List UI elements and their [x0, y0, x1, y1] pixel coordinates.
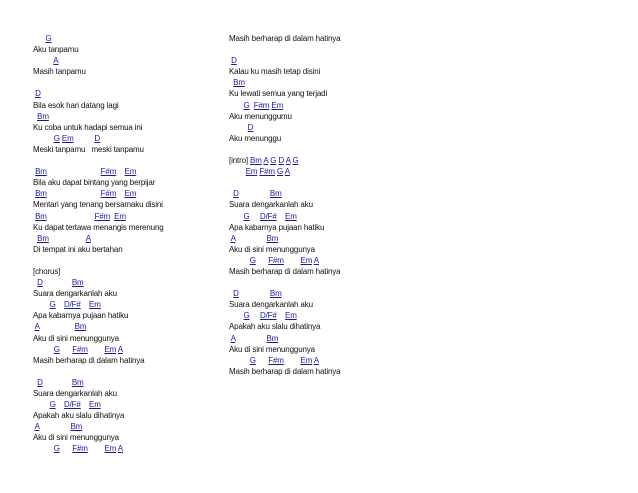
chord-link[interactable]: Em [245, 167, 258, 177]
chord-link[interactable]: G [49, 300, 56, 310]
lyric-line: Masih berharap di dalam hatinya [33, 355, 145, 365]
lyric-line: Aku di sini menunggunya [229, 244, 315, 254]
chord-link[interactable]: Bm [35, 167, 47, 177]
section-label: [intro] [229, 156, 251, 166]
chord-link[interactable]: A [230, 233, 236, 243]
section-chords-line [229, 155, 429, 166]
blank-line [33, 155, 223, 166]
chord-line [33, 111, 223, 122]
chord-link[interactable]: D/F# [63, 400, 81, 410]
chord-link[interactable]: F#m [72, 444, 88, 454]
chord-line [229, 355, 429, 366]
chord-link[interactable]: D/F# [259, 311, 277, 321]
chord-link[interactable]: Bm [70, 422, 83, 432]
chord-link[interactable]: G [243, 100, 250, 110]
lyric-line: Suara dengarkanlah aku [33, 289, 117, 299]
lyric-line: Ku lewati semua yang terjadi [229, 89, 328, 99]
lyric-line: [chorus] [33, 266, 61, 276]
blank-line [229, 144, 429, 155]
chord-link[interactable]: A [53, 56, 59, 66]
chord-link[interactable]: Em [271, 100, 284, 110]
chord-link[interactable]: A [117, 344, 123, 354]
chord-link[interactable]: G [277, 167, 284, 177]
lyric-line: Aku di sini menunggunya [33, 433, 119, 443]
chord-line [33, 277, 223, 288]
chord-link[interactable]: Em [61, 133, 74, 143]
chord-line [229, 255, 429, 266]
blank-line [229, 277, 429, 288]
blank-line [33, 77, 223, 88]
blank-line [33, 255, 223, 266]
lyric-line: Aku menunggu [229, 133, 282, 143]
chord-line [229, 55, 429, 66]
chord-line [33, 33, 223, 44]
chord-link[interactable]: Em [104, 444, 117, 454]
chord-link[interactable]: G [243, 211, 250, 221]
lyric-line: Mentari yang tenang bersamaku disini [33, 200, 163, 210]
chord-link[interactable]: Em [285, 311, 297, 321]
chord-link[interactable]: Bm [71, 278, 84, 288]
chord-link[interactable]: Em [124, 189, 137, 199]
chord-line [229, 122, 429, 133]
chord-link[interactable]: Bm [35, 211, 47, 221]
chord-link[interactable]: D [231, 56, 237, 66]
chord-line [33, 88, 223, 99]
chord-link[interactable]: D [35, 89, 41, 99]
lyric-line: Meski tanpamu meski tanpamu [33, 144, 144, 154]
chord-link[interactable]: Bm [269, 289, 282, 299]
chord-line [229, 188, 429, 199]
chord-link[interactable]: Em [300, 355, 313, 365]
lyric-line: Kalau ku masih tetap disini [229, 67, 321, 77]
chord-line [229, 310, 429, 321]
chord-line [33, 377, 223, 388]
chord-link[interactable]: Bm [266, 233, 279, 243]
lyric-line: Aku di sini menunggunya [33, 333, 119, 343]
chord-link[interactable]: F#m [268, 255, 284, 265]
chord-link[interactable]: Em [104, 344, 117, 354]
lyric-line: Ku dapat tertawa menangis merenung [33, 222, 164, 232]
chord-line [229, 288, 429, 299]
chord-link[interactable]: Em [285, 211, 297, 221]
chord-line [33, 233, 223, 244]
chord-line [33, 55, 223, 66]
chord-link[interactable]: Bm [266, 333, 279, 343]
chord-line [229, 166, 429, 177]
chord-link[interactable]: Em [124, 167, 137, 177]
chord-line [33, 399, 223, 410]
lyric-line: Aku menunggumu [229, 111, 292, 121]
lyric-line: Ku coba untuk hadapi semua ini [33, 122, 143, 132]
lyric-line: Apa kabarnya pujaan hatiku [33, 311, 129, 321]
chord-line [33, 133, 223, 144]
chord-sequence [250, 156, 299, 165]
chord-link[interactable]: G [292, 156, 299, 166]
chord-link[interactable]: G [53, 444, 60, 454]
chord-link[interactable]: D [94, 133, 100, 143]
chord-link[interactable]: A [313, 355, 319, 365]
chord-line [229, 233, 429, 244]
chord-line [33, 188, 223, 199]
chord-line [33, 344, 223, 355]
chord-link[interactable]: G [249, 255, 256, 265]
lyric-line: Apakah aku slalu dihatinya [229, 322, 321, 332]
lyric-line: Aku di sini menunggunya [229, 344, 315, 354]
chord-link[interactable]: D [278, 156, 284, 166]
chord-link[interactable]: F#m [253, 100, 270, 110]
chord-line [33, 211, 223, 222]
chord-link[interactable]: A [263, 156, 269, 166]
chord-link[interactable]: A [85, 233, 91, 243]
lyric-line: Bila esok hari datang lagi [33, 100, 119, 110]
chord-link[interactable]: D [37, 377, 43, 387]
chord-link[interactable]: Bm [37, 111, 49, 121]
lyric-line: Bila aku dapat bintang yang berpijar [33, 178, 156, 188]
chord-link[interactable]: Em [89, 300, 101, 310]
chord-link[interactable]: D [233, 289, 239, 299]
chord-link[interactable]: Bm [269, 189, 282, 199]
chord-link[interactable]: D [37, 278, 43, 288]
chord-link[interactable]: Bm [35, 189, 47, 199]
chord-link[interactable]: Em [300, 255, 313, 265]
chord-line [229, 77, 429, 88]
lyric-line: Masih berharap di dalam hatinya [229, 266, 341, 276]
chord-line [33, 421, 223, 432]
lyric-line: Suara dengarkanlah aku [229, 300, 313, 310]
chord-link[interactable]: D/F# [259, 211, 277, 221]
chord-link[interactable]: G [53, 344, 60, 354]
chord-link[interactable]: Em [89, 400, 101, 410]
chord-line [33, 299, 223, 310]
lyric-line: Aku tanpamu [33, 45, 79, 55]
chord-link[interactable]: F#m [72, 344, 88, 354]
chord-link[interactable]: F#m [94, 211, 111, 221]
chord-line [229, 100, 429, 111]
chord-link[interactable]: D/F# [63, 300, 81, 310]
chord-link[interactable]: A [285, 156, 291, 166]
right-column [229, 33, 429, 377]
chord-line [33, 443, 223, 454]
chord-link[interactable]: D [247, 122, 254, 132]
chord-line [229, 333, 429, 344]
chord-link[interactable]: A [34, 322, 40, 332]
chord-link[interactable]: Bm [250, 156, 262, 166]
blank-line [229, 177, 429, 188]
chord-link[interactable]: Em [114, 211, 126, 221]
chord-line [33, 166, 223, 177]
lyric-line: Suara dengarkanlah aku [33, 389, 117, 398]
lyric-line: Masih berharap di dalam hatinya [229, 366, 341, 376]
lyric-line: Suara dengarkanlah aku [229, 200, 313, 210]
chord-line [229, 211, 429, 222]
chord-link[interactable]: Bm [233, 78, 245, 88]
chord-link[interactable]: A [230, 333, 236, 343]
chord-link[interactable]: G [45, 34, 52, 43]
chord-link[interactable]: F#m [100, 189, 117, 199]
chord-link[interactable]: G [249, 355, 256, 365]
chord-link[interactable]: D [233, 189, 239, 199]
lyric-line: Di tempat ini aku bertahan [33, 244, 123, 254]
left-column [33, 33, 223, 455]
chord-link[interactable]: G [49, 400, 56, 410]
blank-line [33, 366, 223, 377]
chord-link[interactable]: F#m [259, 167, 275, 177]
blank-line [229, 44, 429, 55]
chord-line [33, 321, 223, 332]
chord-link[interactable]: A [284, 167, 290, 177]
chord-link[interactable]: G [53, 133, 60, 143]
lyric-line: Masih tanpamu [33, 67, 86, 77]
lyric-line: Apakah aku slalu dihatinya [33, 411, 125, 421]
chord-link[interactable]: A [34, 422, 40, 432]
chord-link[interactable]: Bm [37, 233, 49, 243]
chord-link[interactable]: Bm [71, 377, 84, 387]
chord-link[interactable]: F#m [268, 355, 284, 365]
chord-link[interactable]: F#m [100, 167, 117, 177]
lyric-line: Masih berharap di dalam hatinya [229, 34, 341, 43]
chord-link[interactable]: A [313, 255, 319, 265]
chord-link[interactable]: G [270, 156, 277, 166]
chord-link[interactable]: Bm [74, 322, 87, 332]
chord-link[interactable]: A [117, 444, 123, 454]
lyric-line: Apa kabarnya pujaan hatiku [229, 222, 325, 232]
chord-link[interactable]: G [243, 311, 250, 321]
